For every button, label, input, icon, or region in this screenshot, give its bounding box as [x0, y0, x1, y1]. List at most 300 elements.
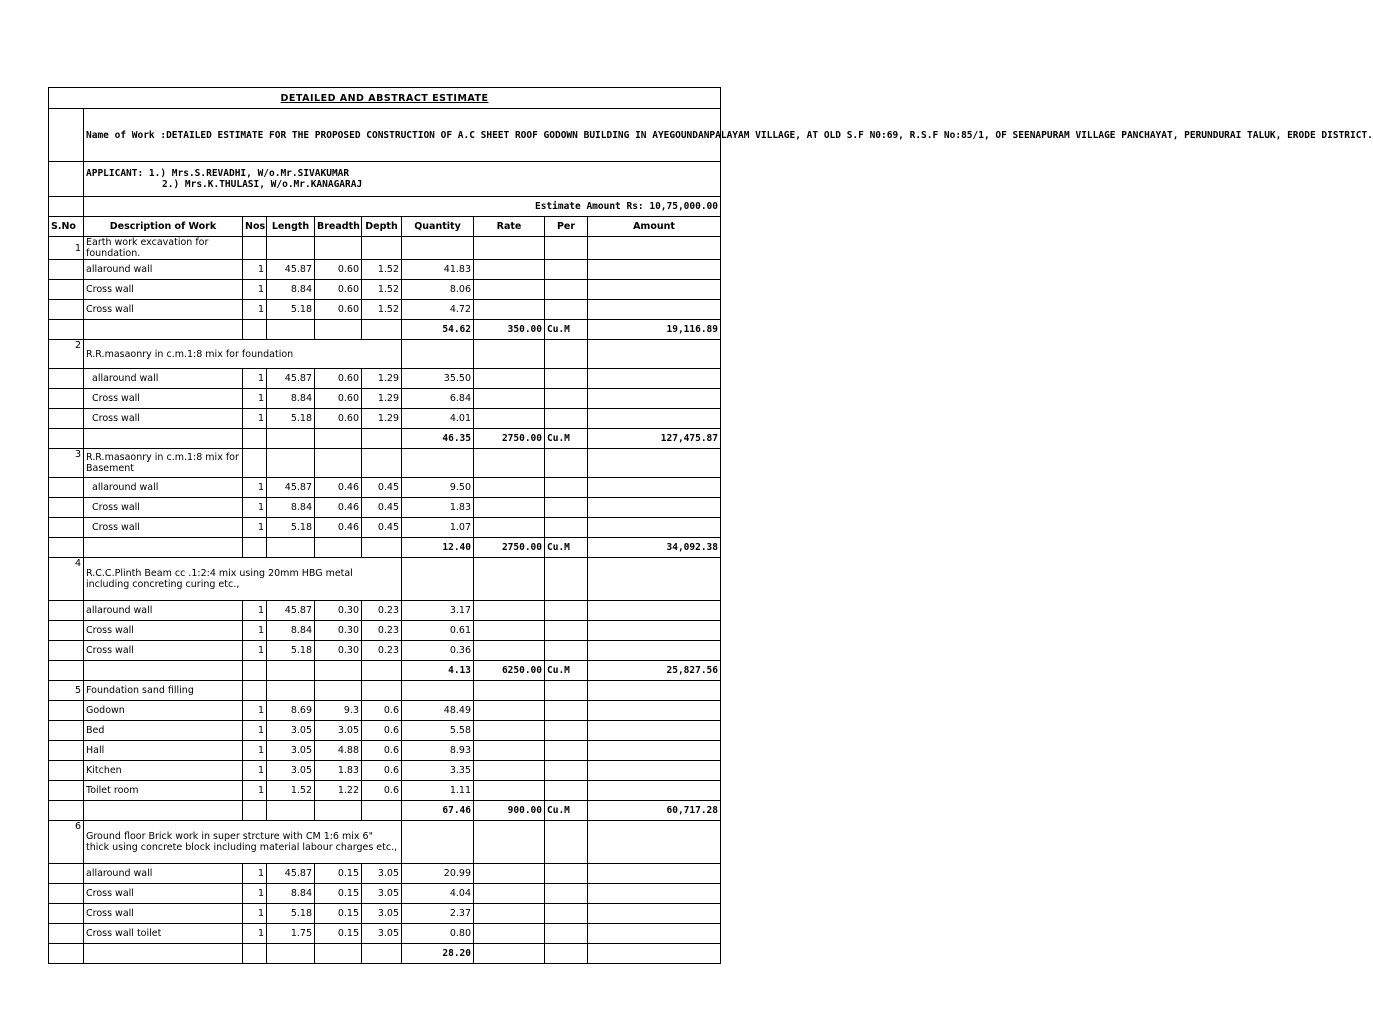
- row-depth: 3.05: [362, 924, 402, 944]
- empty-cell: [545, 621, 588, 641]
- total-quantity: 28.20: [402, 944, 474, 964]
- total-quantity: 67.46: [402, 801, 474, 821]
- row-description: allaround wall: [84, 864, 243, 884]
- applicant-block: [84, 162, 721, 197]
- row-breadth: 0.46: [315, 478, 362, 498]
- empty-cell: [545, 864, 588, 884]
- row-description: Cross wall: [84, 300, 243, 320]
- row-quantity: 35.50: [402, 369, 474, 389]
- row-length: 45.87: [267, 478, 315, 498]
- item-title-row: [49, 237, 721, 260]
- empty-cell: [267, 801, 315, 821]
- total-per: Cu.M: [545, 429, 588, 449]
- empty-cell: [545, 904, 588, 924]
- empty-cell: [545, 340, 588, 369]
- row-nos: 1: [243, 601, 267, 621]
- total-amount: 60,717.28: [588, 801, 721, 821]
- row-length: 8.84: [267, 884, 315, 904]
- row-depth: 0.45: [362, 478, 402, 498]
- row-quantity: 1.07: [402, 518, 474, 538]
- empty-cell: [362, 801, 402, 821]
- empty-cell: [474, 601, 545, 621]
- empty-cell: [402, 237, 474, 260]
- row-breadth: 0.60: [315, 300, 362, 320]
- empty-cell: [474, 741, 545, 761]
- empty-cell: [49, 661, 84, 681]
- row-breadth: 0.60: [315, 280, 362, 300]
- empty-cell: [49, 429, 84, 449]
- empty-cell: [84, 661, 243, 681]
- col-header-quantity: Quantity: [402, 217, 474, 237]
- empty-cell: [315, 681, 362, 701]
- empty-cell: [49, 621, 84, 641]
- item-title-row: [49, 558, 721, 601]
- row-quantity: 8.06: [402, 280, 474, 300]
- empty-cell: [84, 538, 243, 558]
- row-description: Hall: [84, 741, 243, 761]
- empty-cell: [545, 369, 588, 389]
- row-breadth: 0.46: [315, 498, 362, 518]
- total-per: Cu.M: [545, 801, 588, 821]
- row-depth: 1.29: [362, 409, 402, 429]
- row-length: 8.84: [267, 498, 315, 518]
- empty-cell: [588, 300, 721, 320]
- empty-cell: [474, 681, 545, 701]
- empty-cell: [474, 280, 545, 300]
- measurement-row: [49, 518, 721, 538]
- row-nos: 1: [243, 389, 267, 409]
- row-breadth: 0.15: [315, 864, 362, 884]
- empty-cell: [402, 558, 474, 601]
- col-header-rate: Rate: [474, 217, 545, 237]
- row-description: Cross wall: [84, 518, 243, 538]
- item-number: 3: [49, 449, 84, 478]
- item-title-row: [49, 449, 721, 478]
- total-rate: 900.00: [474, 801, 545, 821]
- row-depth: 0.6: [362, 721, 402, 741]
- measurement-row: [49, 781, 721, 801]
- col-header-per: Per: [545, 217, 588, 237]
- empty-cell: [49, 601, 84, 621]
- measurement-row: [49, 280, 721, 300]
- total-quantity: 54.62: [402, 320, 474, 340]
- row-breadth: 0.46: [315, 518, 362, 538]
- empty-cell: [588, 681, 721, 701]
- row-breadth: 0.15: [315, 884, 362, 904]
- empty-cell: [402, 449, 474, 478]
- empty-cell: [474, 389, 545, 409]
- total-rate: 2750.00: [474, 429, 545, 449]
- empty-cell: [588, 761, 721, 781]
- row-breadth: 0.30: [315, 641, 362, 661]
- row-quantity: 0.80: [402, 924, 474, 944]
- empty-cell: [315, 944, 362, 964]
- total-quantity: 46.35: [402, 429, 474, 449]
- total-per: [545, 944, 588, 964]
- empty-cell: [267, 538, 315, 558]
- row-length: 5.18: [267, 904, 315, 924]
- row-breadth: 1.83: [315, 761, 362, 781]
- row-nos: 1: [243, 518, 267, 538]
- empty-cell: [588, 741, 721, 761]
- total-quantity: 12.40: [402, 538, 474, 558]
- empty-cell: [49, 409, 84, 429]
- empty-cell: [49, 498, 84, 518]
- row-depth: 0.23: [362, 641, 402, 661]
- empty-cell: [362, 661, 402, 681]
- empty-cell: [545, 601, 588, 621]
- empty-cell: [49, 924, 84, 944]
- total-rate: 2750.00: [474, 538, 545, 558]
- total-amount: [588, 944, 721, 964]
- empty-cell: [243, 429, 267, 449]
- row-length: 8.84: [267, 621, 315, 641]
- row-depth: 1.29: [362, 389, 402, 409]
- row-length: 45.87: [267, 601, 315, 621]
- empty-cell: [474, 558, 545, 601]
- empty-cell: [588, 904, 721, 924]
- total-per: Cu.M: [545, 320, 588, 340]
- row-description: allaround wall: [84, 260, 243, 280]
- col-header-breadth: Breadth: [315, 217, 362, 237]
- row-breadth: 0.60: [315, 409, 362, 429]
- row-description: allaround wall: [84, 369, 243, 389]
- measurement-row: [49, 741, 721, 761]
- empty-cell: [545, 884, 588, 904]
- row-nos: 1: [243, 924, 267, 944]
- row-nos: 1: [243, 641, 267, 661]
- total-rate: [474, 944, 545, 964]
- row-nos: 1: [243, 781, 267, 801]
- row-depth: 0.6: [362, 781, 402, 801]
- row-nos: 1: [243, 884, 267, 904]
- row-quantity: 4.04: [402, 884, 474, 904]
- empty-cell: [49, 741, 84, 761]
- row-quantity: 9.50: [402, 478, 474, 498]
- empty-cell: [545, 721, 588, 741]
- empty-cell: [49, 801, 84, 821]
- row-nos: 1: [243, 864, 267, 884]
- empty-cell: [49, 389, 84, 409]
- empty-cell: [588, 641, 721, 661]
- empty-cell: [474, 449, 545, 478]
- empty-cell: [474, 409, 545, 429]
- row-nos: 1: [243, 498, 267, 518]
- empty-cell: [545, 300, 588, 320]
- item-total-row: [49, 944, 721, 964]
- row-depth: 3.05: [362, 904, 402, 924]
- row-quantity: 3.35: [402, 761, 474, 781]
- empty-cell: [49, 369, 84, 389]
- header-row: [49, 217, 721, 237]
- empty-cell: [474, 369, 545, 389]
- row-description: Cross wall: [84, 280, 243, 300]
- row-nos: 1: [243, 621, 267, 641]
- empty-cell: [243, 538, 267, 558]
- row-description: Bed: [84, 721, 243, 741]
- row-quantity: 1.11: [402, 781, 474, 801]
- empty-cell: [588, 884, 721, 904]
- measurement-row: [49, 884, 721, 904]
- total-amount: 19,116.89: [588, 320, 721, 340]
- empty-cell: [49, 320, 84, 340]
- measurement-row: [49, 260, 721, 280]
- row-nos: 1: [243, 701, 267, 721]
- empty-cell: [362, 429, 402, 449]
- empty-cell: [84, 320, 243, 340]
- empty-cell: [545, 558, 588, 601]
- empty-cell: [362, 449, 402, 478]
- row-breadth: 0.15: [315, 924, 362, 944]
- item-total-row: [49, 661, 721, 681]
- empty-cell: [49, 280, 84, 300]
- row-breadth: 1.22: [315, 781, 362, 801]
- empty-cell: [49, 864, 84, 884]
- row-nos: 1: [243, 761, 267, 781]
- row-nos: 1: [243, 741, 267, 761]
- row-description: Cross wall: [84, 621, 243, 641]
- empty-cell: [588, 478, 721, 498]
- empty-cell: [588, 498, 721, 518]
- empty-cell: [49, 884, 84, 904]
- row-length: 5.18: [267, 409, 315, 429]
- col-header-sno: S.No: [49, 217, 84, 237]
- measurement-row: [49, 924, 721, 944]
- empty-cell: [474, 884, 545, 904]
- empty-cell: [474, 518, 545, 538]
- measurement-row: [49, 761, 721, 781]
- empty-cell: [588, 280, 721, 300]
- row-length: 45.87: [267, 864, 315, 884]
- row-quantity: 5.58: [402, 721, 474, 741]
- empty-cell: [588, 821, 721, 864]
- empty-cell: [588, 237, 721, 260]
- row-length: 8.69: [267, 701, 315, 721]
- empty-cell: [545, 761, 588, 781]
- empty-cell: [315, 449, 362, 478]
- name-of-work: Name of Work :DETAILED ESTIMATE FOR THE PROPOSED CONSTRUCTION OF A.C SHEET ROOF GODOWN BUILDING IN AYEGOUNDANPALAYAM VILLAGE, AT OLD S.F N0:69, R.S.F No:85/1, OF SEENAPURAM VILLAGE PANCHAYAT, PERUNDURAI TALUK, ERODE DISTRICT.: [84, 109, 721, 162]
- measurement-row: [49, 389, 721, 409]
- row-quantity: 6.84: [402, 389, 474, 409]
- empty-cell: [545, 409, 588, 429]
- empty-cell: [267, 429, 315, 449]
- empty-cell: [49, 300, 84, 320]
- empty-cell: [315, 538, 362, 558]
- row-breadth: 0.15: [315, 904, 362, 924]
- empty-cell: [474, 260, 545, 280]
- empty-cell: [243, 237, 267, 260]
- empty-cell: [474, 641, 545, 661]
- row-length: 1.52: [267, 781, 315, 801]
- item-description: Ground floor Brick work in super strcture with CM 1:6 mix 6" thick using concrete block including material labour charges etc.,: [84, 821, 402, 864]
- empty-cell: [362, 320, 402, 340]
- empty-cell: [545, 518, 588, 538]
- row-breadth: 4.88: [315, 741, 362, 761]
- empty-cell: [49, 761, 84, 781]
- row-length: 45.87: [267, 260, 315, 280]
- empty-cell: [474, 340, 545, 369]
- row-quantity: 2.37: [402, 904, 474, 924]
- empty-cell: [402, 340, 474, 369]
- empty-cell: [49, 478, 84, 498]
- measurement-row: [49, 369, 721, 389]
- empty-cell: [49, 721, 84, 741]
- row-depth: 1.52: [362, 300, 402, 320]
- empty-cell: [243, 681, 267, 701]
- applicant-line-2: 2.) Mrs.K.THULASI, W/o.Mr.KANAGARAJ: [162, 179, 363, 190]
- row-breadth: 0.30: [315, 601, 362, 621]
- row-quantity: 48.49: [402, 701, 474, 721]
- empty-cell: [49, 701, 84, 721]
- empty-cell: [588, 369, 721, 389]
- row-description: Cross wall: [84, 904, 243, 924]
- measurement-row: [49, 701, 721, 721]
- row-nos: 1: [243, 280, 267, 300]
- row-length: 5.18: [267, 641, 315, 661]
- empty-cell: [315, 429, 362, 449]
- empty-cell: [362, 538, 402, 558]
- empty-cell: [545, 821, 588, 864]
- item-title-row: [49, 681, 721, 701]
- item-description: R.C.C.Plinth Beam cc .1:2:4 mix using 20mm HBG metal including concreting curing etc.,: [84, 558, 402, 601]
- total-quantity: 4.13: [402, 661, 474, 681]
- row-description: Cross wall toilet: [84, 924, 243, 944]
- measurement-row: [49, 478, 721, 498]
- measurement-row: [49, 498, 721, 518]
- row-nos: 1: [243, 904, 267, 924]
- total-amount: 34,092.38: [588, 538, 721, 558]
- empty-cell: [49, 904, 84, 924]
- row-length: 45.87: [267, 369, 315, 389]
- row-length: 3.05: [267, 721, 315, 741]
- empty-cell: [588, 449, 721, 478]
- row-depth: 1.52: [362, 260, 402, 280]
- row-nos: 1: [243, 260, 267, 280]
- empty-cell: [243, 944, 267, 964]
- empty-cell: [588, 340, 721, 369]
- empty-cell: [315, 801, 362, 821]
- row-length: 3.05: [267, 761, 315, 781]
- empty-cell: [49, 944, 84, 964]
- row-breadth: 3.05: [315, 721, 362, 741]
- empty-cell: [267, 944, 315, 964]
- row-quantity: 4.72: [402, 300, 474, 320]
- empty-cell: [545, 478, 588, 498]
- empty-cell: [545, 924, 588, 944]
- total-per: Cu.M: [545, 661, 588, 681]
- empty-cell: [588, 558, 721, 601]
- applicant-line-1: APPLICANT: 1.) Mrs.S.REVADHI, W/o.Mr.SIVAKUMAR: [86, 168, 350, 179]
- row-nos: 1: [243, 369, 267, 389]
- empty-cell: [545, 498, 588, 518]
- empty-cell: [588, 621, 721, 641]
- empty-cell: [474, 621, 545, 641]
- col-header-description: Description of Work: [84, 217, 243, 237]
- empty-cell: [588, 781, 721, 801]
- row-description: Cross wall: [84, 498, 243, 518]
- empty-cell: [84, 944, 243, 964]
- item-number: 1: [49, 237, 84, 260]
- item-description: R.R.masaonry in c.m.1:8 mix for Basement: [84, 449, 243, 478]
- row-breadth: 0.60: [315, 260, 362, 280]
- empty-cell: [474, 781, 545, 801]
- empty-cell: [474, 237, 545, 260]
- empty-cell: [588, 701, 721, 721]
- empty-cell: [474, 300, 545, 320]
- empty-cell: [243, 661, 267, 681]
- item-description: R.R.masaonry in c.m.1:8 mix for foundation: [84, 340, 402, 369]
- col-header-amount: Amount: [588, 217, 721, 237]
- empty-cell: [362, 944, 402, 964]
- empty-cell: [545, 681, 588, 701]
- measurement-row: [49, 721, 721, 741]
- row-breadth: 0.30: [315, 621, 362, 641]
- row-depth: 0.45: [362, 518, 402, 538]
- empty-cell: [588, 409, 721, 429]
- empty-cell: [362, 237, 402, 260]
- row-quantity: 8.93: [402, 741, 474, 761]
- item-title-row: [49, 340, 721, 369]
- row-depth: 3.05: [362, 884, 402, 904]
- empty-cell: [49, 260, 84, 280]
- row-breadth: 0.60: [315, 369, 362, 389]
- empty-cell: [49, 781, 84, 801]
- item-total-row: [49, 429, 721, 449]
- empty-cell: [588, 389, 721, 409]
- col-header-nos: Nos: [243, 217, 267, 237]
- empty-cell: [267, 661, 315, 681]
- estimate-amount: Estimate Amount Rs: 10,75,000.00: [84, 197, 721, 217]
- row-nos: 1: [243, 409, 267, 429]
- empty-cell: [588, 260, 721, 280]
- empty-cell: [315, 320, 362, 340]
- row-quantity: 3.17: [402, 601, 474, 621]
- row-quantity: 4.01: [402, 409, 474, 429]
- row-description: Cross wall: [84, 389, 243, 409]
- empty-cell: [362, 681, 402, 701]
- row-description: Kitchen: [84, 761, 243, 781]
- row-length: 8.84: [267, 280, 315, 300]
- empty-cell: [588, 864, 721, 884]
- empty-cell: [84, 429, 243, 449]
- empty-cell: [474, 478, 545, 498]
- row-length: 1.75: [267, 924, 315, 944]
- empty-cell: [315, 237, 362, 260]
- empty-cell: [545, 389, 588, 409]
- row-depth: 0.6: [362, 761, 402, 781]
- measurement-row: [49, 621, 721, 641]
- row-description: Cross wall: [84, 641, 243, 661]
- empty-cell: [588, 601, 721, 621]
- empty-cell: [243, 320, 267, 340]
- row-description: Toilet room: [84, 781, 243, 801]
- empty-cell: [474, 701, 545, 721]
- item-description: Foundation sand filling: [84, 681, 243, 701]
- total-amount: 127,475.87: [588, 429, 721, 449]
- row-nos: 1: [243, 478, 267, 498]
- measurement-row: [49, 300, 721, 320]
- empty-cell: [474, 761, 545, 781]
- row-quantity: 41.83: [402, 260, 474, 280]
- empty-cell: [267, 681, 315, 701]
- empty-cell: [588, 924, 721, 944]
- empty-cell: [545, 237, 588, 260]
- empty-cell: [402, 681, 474, 701]
- row-depth: 0.6: [362, 741, 402, 761]
- row-nos: 1: [243, 300, 267, 320]
- empty-cell: [474, 924, 545, 944]
- row-length: 5.18: [267, 518, 315, 538]
